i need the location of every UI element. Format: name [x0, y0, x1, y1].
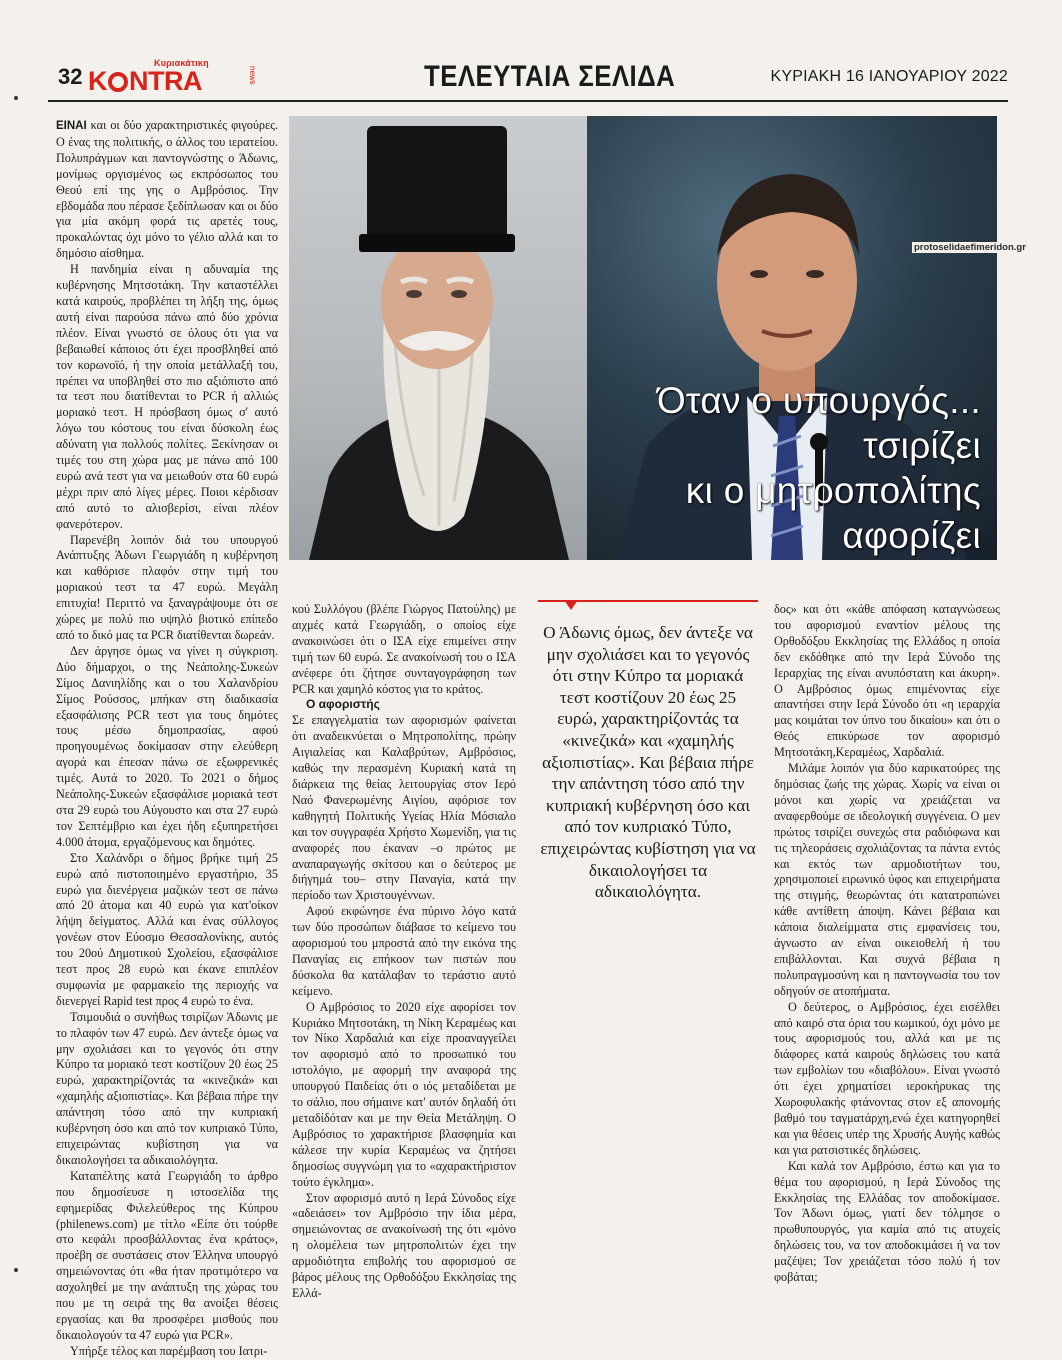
headline-line: αφορίζει	[842, 515, 981, 556]
page-number: 32	[58, 64, 83, 89]
paragraph: Δεν άργησε όμως να γίνει η σύγκριση. Δύο δήμαρχοι, ο της Νεάπολης-Συκεών Σίμος Δανιηλίδης και ο του Χαλανδρίου Σίμος Ρούσσος, μπήκαν στη διαδικασία εξασφάλισης PCR τεστ για τους δημότες τους μέσω δημοπρασίας, αφού προηγουμένως δοκίμασαν στην ελεύθερη αγορά και έπεσαν πάνω σε εξωφρενικές τιμές. Αυτά το 2020. Το 2021 ο δήμος Νεάπολης-Συκεών εξασφάλισε μοριακά τεστ στα 29 ευρώ του Αύγουστο και στα 27 ευρώ τον Σεπτέμβριο και έχει ήδη εξυπηρετήσει 4.000 άτομα, εργαζόμενους και δημότες.	[56, 643, 278, 849]
paragraph: Τσιμουδιά ο συνήθως τσιρίζων Άδωνις με το πλαφόν των 47 ευρώ. Δεν άντεξε όμως να μην σχολιάσει και το γεγονός ότι στην Κύπρο τα μοριακό τεστ κοστίζουν 20 έως 25 ευρώ, χαρακτηρίζοντάς τα «κινεζικά» και «χαμηλής αξιοπιστίας». Και βέβαια πήρε την απάντηση τόσο από την κυπριακή κυβέρνηση όσο και από τον κυπριακό Τύπο, επιχειρώντας κυβίστηση για να δικαιολογήσει τα αδικαιολόγητα.	[56, 1009, 278, 1167]
paragraph: Αφού εκφώνησε ένα πύρινο λόγο κατά των δύο προσώπων διάβασε το κείμενο του αφορισμού του μπροστά από την εικόνα της Παναγίας εις επήκοον των πιστών που δύσκολα θα κατάλαβαν το τεράστιο αυτό κείμενο.	[292, 904, 516, 998]
source-watermark: protoselidaefimeridon.gr	[914, 242, 1026, 253]
pull-quote-marker	[564, 600, 578, 610]
paragraph: Ο δεύτερος, ο Αμβρόσιος, έχει εισέλθει από καιρό στα όρια του κωμικού, όχι μόνο με τους αφορισμούς του, αλλά και με τις διάφορες κατά καιρούς δηλώσεις του κατά των εμβολίων του «διαβόλου». Είναι γνωστό ότι έχει χρηματίσει ιεροκήρυκας της Χωροφυλακής φτάνοντας στον εξ απονομής βαθμό του ταγματάρχη,ενώ έχει κατηγορηθεί και για θέσεις υπέρ της Χρυσής Αυγής καθώς και για ρατσιστικές δηλώσεις.	[774, 999, 1000, 1157]
paragraph: Παρενέβη λοιπόν διά του υπουργού Ανάπτυξης Άδωνι Γεωργιάδη η κυβέρνηση και καθόρισε πλαφόν στην τιμή του μοριακού τεστ τα 47 ευρώ. Μεγάλη επιτυχία! Περιττό να ξαναγράψουμε ότι σε χώρες με πολύ πιο υψηλό βιοτικό επίπεδο από το δικό μας τα PCR διατίθενται δωρεάν.	[56, 532, 278, 642]
headline	[657, 378, 981, 558]
masthead-rule	[48, 100, 1008, 102]
headline-line: κι ο μητροπολίτης	[685, 470, 981, 511]
paragraph: δος» και ότι «κάθε απόφαση καταγνώσεως του αφορισμού εναντίον μέλους της Ορθοδόξου Εκκλησίας της Ελλάδος η οποία δεν εκδόθηκε από την Ιερά Σύνοδο της Ιεραρχίας της είναι ανυπόστατη και άκυρη». Ο Αμβρόσιος όμως επιμένοντας είχε απαντήσει στην Ιερά Σύνοδο ότι «η ιεραρχία μας κοιμάται τον ύπνο του δικαίου» και ότι ο Θεός επικύρωσε τον αφορισμό Μητσοτάκη,Κεραμέως, Χαρδαλιά.	[774, 602, 1000, 760]
headline-line: Όταν ο υπουργός...	[656, 380, 981, 421]
logo-subtitle: Κυριακάτικη	[154, 58, 209, 68]
logo-letter: K	[88, 66, 107, 96]
paragraph: Στον αφορισμό αυτό η Ιερά Σύνοδος είχε «αδειάσει» τον Αμβρόσιο την ίδια μέρα, σημειώνοντας σε ανακοίνωσή της ότι «μόνο η ολομέλεια των μητροπολιτών έχει την αρμοδιότητα επιβολής του αφορισμού σε βάρος μέλους της Ορθοδόξου Εκκλησίας της Ελλά-	[292, 1190, 516, 1300]
masthead	[48, 58, 1008, 98]
edge-mark	[14, 96, 18, 100]
paragraph-text: και οι δύο χαρακτηριστικές φιγούρες. Ο ένας της πολιτικής, ο άλλος του ιερατείου. Πολυπράγμων και παντογνώστης ο Άδωνις, μονίμως οργισμένος ως εκπρόσωπος του Θεού επί της γης ο Αμβρόσιος. Την εβδομάδα που πέρασε ξεδίπλωσαν και οι δύο για μία ακόμη φορά τις αρετές τους, προκαλώντας όχι μόνο το γέλιο αλλά και το δημόσιο αίσθημα.	[56, 118, 278, 261]
pull-quote: Ο Άδωνις όμως, δεν άντεξε να μην σχολιάσει και το γεγονός ότι στην Κύπρο τα μοριακά τεστ κοστίζουν 20 έως 25 ευρώ, χαρακτηρίζοντάς τα «κινεζικά» και «χαμηλής αξιοπιστίας». Και βέβαια πήρε την απάντηση τόσο από την κυπριακή κυβέρνηση όσο και από τον κυπριακό Τύπο, επιχειρώντας κυβίστηση για να δικαιολογήσει τα αδικαιολόγητα.	[540, 623, 756, 902]
paragraph: κού Συλλόγου (βλέπε Γιώργος Πατούλης) με αιχμές κατά Γεωργιάδη, ο οποίος είχε ανακοινώσει ότι ο ΙΣΑ είχε επιμείνει στην τιμή των 60 ευρώ. Σε ανακοίνωσή του ο ΙΣΑ ανέφερε ότι ζήτησε συνταγογράφηση των PCR και χαμηλό κόστος για το κράτος.	[292, 602, 516, 696]
lead-photo	[289, 116, 997, 560]
metropolitan-photo	[289, 116, 587, 560]
paragraph	[56, 118, 278, 262]
subheading: Ο αφοριστής	[306, 697, 380, 712]
article-column-1	[56, 118, 278, 1360]
paragraph: Ο Αμβρόσιος το 2020 είχε αφορίσει τον Κυριάκο Μητσοτάκη, τη Νίκη Κεραμέως και τον Νίκο Χαρδαλιά και είχε προαναγγείλει τον αφορισμό από το προσωπικό του ιστολόγιο, με αφορμή την αναφορά της υπουργού Παιδείας ότι ο ιός μεταδίδεται με το σάλιο, που σήμαινε κατ' αυτόν δηλαδή ότι μεταδίδόταν και με την Θεία Μετάληψη. Ο Αμβρόσιος το χαρακτήρισε βλασφημία και κάλεσε την κυρία Κεραμέως να ζητήσει δημοσίως συγγνώμη για το «αχαρακτήριστον τούτο έγκλημα».	[292, 999, 516, 1189]
issue-date: ΚΥΡΙΑΚΗ 16 ΙΑΝΟΥΑΡΙΟΥ 2022	[770, 68, 1008, 85]
kontra-logo	[88, 60, 260, 94]
section-title: ΤΕΛΕΥΤΑΙΑ ΣΕΛΙΔΑ	[424, 60, 676, 93]
bearded-priest-figure	[289, 116, 587, 560]
article-column-4	[774, 602, 1000, 1286]
logo-wordmark	[88, 66, 202, 97]
headline-line: τσιρίζει	[863, 425, 981, 466]
lead-word: ΕΙΝΑΙ	[56, 120, 87, 132]
paragraph: Σε επαγγελματία των αφορισμών φαίνεται ότι αναδεικνύεται ο Μητροπολίτης, πρώην Αιγιαλείας και Καλαβρύτων, Αμβρόσιος, καθώς την περασμένη Κυριακή κατά τη διάρκεια της θείας λειτουργίας στον Ιερό Ναό Φανερωμένης Αιγίου, αφόρισε τον καθηγητή Πολιτικής Υγείας Ηλία Μόσιαλο και τον συγγραφέα Χρήστο Χωμενίδη, για τις αναφορές που έκαναν –ο πρώτος με αναπαραγωγής σκίτσου και ο δεύτερος με διήγημά του– στην Παναγία, κατά την περίοδο των Χριστουγέννων.	[292, 713, 516, 903]
paragraph: Η πανδημία είναι η αδυναμία της κυβέρνησης Μητσοτάκη. Την καταστέλλει κατά καιρούς, προβλέπει τη λήξη της, όμως αυτή είναι παρούσα πάνω από δύο χρόνια πλέον. Είναι γνωστό σε όλους ότι για να βεβαιωθεί κάποιος ότι έχει προσβληθεί από τον κορωνοϊό, ή την οποία μετάλλαξή του, πρέπει να υποβληθεί στο πιο αξιόπιστο από τα τεστ που διατίθενται το PCR ή αλλιώς μοριακό τεστ. Η πρόσβαση όμως σ' αυτό λόγω του κόστους του είναι δύσκολη έως αδύνατη για πολλούς πολίτες. Ξεκίνησαν οι τιμές του στη χώρα μας με πάνω από 100 ευρώ ανά τεστ για να μειωθούν στα 60 ευρώ μέχρι πριν από λίγες μέρες. Ποιοι κέρδισαν από αυτό το αλισβερίσι, είναι πλέον φανερότερον.	[56, 262, 278, 531]
paragraph: Στο Χαλάνδρι ο δήμος βρήκε τιμή 25 ευρώ από πιστοποιημένο εργαστήριο, 35 ευρώ για διενέργεια μαζικών τεστ σε πάνω από 20 άτομα και 40 ευρώ για κατ'οίκον λήψη δείγματος. Αλλά και ένας σύλλογος γονέων στον Εύοσμο Θεσσαλονίκης, αυτός του 20ού Δημοτικού Σχολείου, εξασφάλισε τεστ προς 28 ευρώ και έκανε επιπλέον συμφωνία με φαρμακείο της περιοχής να διενεργεί Rapid test προς 4 ευρώ το ένα.	[56, 850, 278, 1008]
paragraph: Υπήρξε τέλος και παρέμβαση του Ιατρι-	[70, 1343, 268, 1358]
paragraph: Καταπέλτης κατά Γεωργιάδη το άρθρο που δημοσίευσε η ιστοσελίδα της εφημερίδας Φιλελεύθερος της Κύπρου (philenews.com) με τίτλο «Είπε ότι τούρθε στο κεφάλι προσβάλλοντας ένα κράτος», προέβη σε συστάσεις στον Έλληνα υπουργό σημειώνοντας ότι «θα ήταν προτιμότερο να ασχοληθεί με την ανάπτυξη της χώρας του που με τη σειρά της θα ανοίξει θέσεις εργασίας και θα προσφέρει μισθούς που δικαιολογούν τα 47 ευρώ για PCR».	[56, 1168, 278, 1342]
logo-news: news	[248, 66, 257, 85]
edge-mark	[14, 1268, 18, 1272]
paragraph: Μιλάμε λοιπόν για δύο καρικατούρες της δημόσιας ζωής της χώρας. Χωρίς να είναι οι μόνοι και χωρίς να χρειάζεται να αναφερθούμε σε ιδεολογική συγγένεια. Ο μεν πρώτος τσιρίζει συνεχώς στα ραδιόφωνα και τις τηλεοράσεις σχολιάζοντας τα πάντα εντός και εκτός των αρμοδιοτήτων του, χρησιμοποιεί ειρωνικό ύφος και επιχειρήματα της στιγμής, θεωρώντας ότι κατατροπώνει κάθε αντίθετη άποψη. Κάνει βέβαια και κάποια διαλείμματα στις εμφανίσεις του, άγνωστο αν είναι οικειοθελή ή του επιβάλλονται. Και συχνά βέβαια η πολυπραγμοσύνη και η παντογνωσία του τον οδηγούν σε ατοπήματα.	[774, 761, 1000, 998]
logo-letters: NTRA	[129, 66, 202, 96]
minister-photo	[587, 116, 997, 560]
paragraph: Και καλά τον Αμβρόσιο, έστω και για το θέμα του αφορισμού, η Ιερά Σύνοδος της Εκκλησίας της Ελλάδας τον αποδοκίμασε. Τον Άδωνι όμως, γιατί δεν τόλμησε ο πρωθυπουργός, για καμία από τις ατυχείς δηλώσεις του, να τον αποδοκιμάσει ή να τον μαζέψει; Τον χρειάζεται τόσο πολύ ή τον φοβάται;	[774, 1158, 1000, 1285]
article-column-2	[292, 602, 516, 1302]
logo-ring-icon	[108, 72, 128, 92]
